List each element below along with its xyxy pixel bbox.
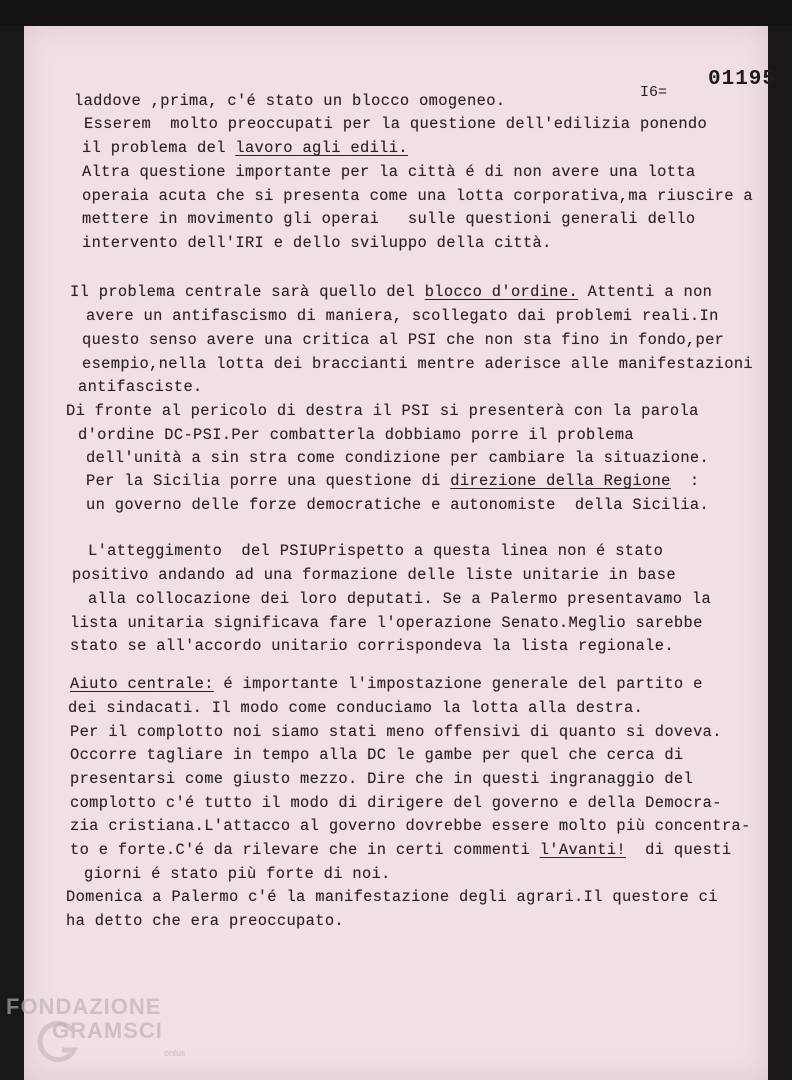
text-line: zia cristiana.L'attacco al governo dovrebbe essere molto più concentra- [70,817,751,835]
text-line-underlined: Per la Sicilia porre una questione di direzione della Regione : [86,472,700,490]
text-line: alla collocazione dei loro deputati. Se a Palermo presentavamo la [88,590,712,608]
text-line: presentarsi come giusto mezzo. Dire che in questi ingranaggio del [70,770,694,788]
text-line: dei sindacati. Il modo come conduciamo la lotta alla destra. [68,699,644,717]
underlined-phrase: lavoro agli edili. [235,139,408,157]
text-line: ha detto che era preoccupato. [66,912,344,930]
text-line: laddove ,prima, c'é stato un blocco omogeneo. [74,92,506,110]
text-line: positivo andando ad una formazione delle liste unitarie in base [72,566,676,584]
text-line: Altra questione importante per la città é di non avere una lotta [82,163,696,181]
text-line-underlined: to e forte.C'é da rilevare che in certi commenti l'Avanti! di questi [70,841,732,859]
text-line: intervento dell'IRI e dello sviluppo della città. [82,234,552,252]
text-line: complotto c'é tutto il modo di dirigere del governo e della Democra- [70,794,722,812]
watermark-line2: GRAMSCI [52,1018,163,1043]
archive-code: I6= [640,84,668,101]
underlined-phrase: l'Avanti! [539,841,626,859]
text-line: questo senso avere una critica al PSI che non sta fino in fondo,per [82,331,725,349]
text-line: un governo delle forze democratiche e autonomiste della Sicilia. [86,496,710,514]
text-line: Esserem molto preoccupati per la questione dell'edilizia ponendo [84,115,708,133]
text-line: Di fronte al pericolo di destra il PSI si presenterà con la parola [66,402,699,420]
text-line: avere un antifascismo di maniera, scollegato dai problemi reali.In [86,307,719,325]
text-line: mettere in movimento gli operai sulle questioni generali dello [82,210,696,228]
scan-edge [0,0,792,26]
text-line: antifasciste. [78,378,203,396]
text-line: d'ordine DC-PSI.Per combatterla dobbiamo porre il problema [78,426,634,444]
text-line: giorni é stato più forte di noi. [84,865,391,883]
fondazione-gramsci-watermark [6,994,206,1074]
watermark-line1: FONDAZIONE [6,994,162,1019]
text-line: lista unitaria significava fare l'operazione Senato.Meglio sarebbe [70,614,703,632]
page-number: 01195 [708,68,777,91]
underlined-phrase: blocco d'ordine. [424,283,579,301]
text-line: Per il complotto noi siamo stati meno offensivi di quanto si doveva. [70,723,722,741]
underlined-phrase: direzione della Regione [450,472,671,490]
text-line-underlined: Aiuto centrale: é importante l'impostazione generale del partito e [70,675,703,693]
text-line: Occorre tagliare in tempo alla DC le gambe per quel che cerca di [70,746,684,764]
underlined-phrase: Aiuto centrale: [70,675,214,693]
text-line: operaia acuta che si presenta come una lotta corporativa,ma riuscire a [82,187,754,205]
text-line-underlined: Il problema centrale sarà quello del blocco d'ordine. Attenti a non [70,283,713,301]
text-line-underlined: il problema del lavoro agli edili. [82,139,408,157]
text-line: stato se all'accordo unitario corrispondeva la lista regionale. [70,637,674,655]
text-line: Domenica a Palermo c'é la manifestazione degli agrari.Il questore ci [66,888,718,906]
watermark-line3: onlus [164,1048,186,1058]
document-page [24,26,777,1080]
text-line: esempio,nella lotta dei braccianti mentre aderisce alle manifestazioni [82,355,754,373]
text-line: dell'unità a sin stra come condizione per cambiare la situazione. [86,449,710,467]
text-line: L'atteggimento del PSIUPrispetto a questa linea non é stato [88,542,664,560]
